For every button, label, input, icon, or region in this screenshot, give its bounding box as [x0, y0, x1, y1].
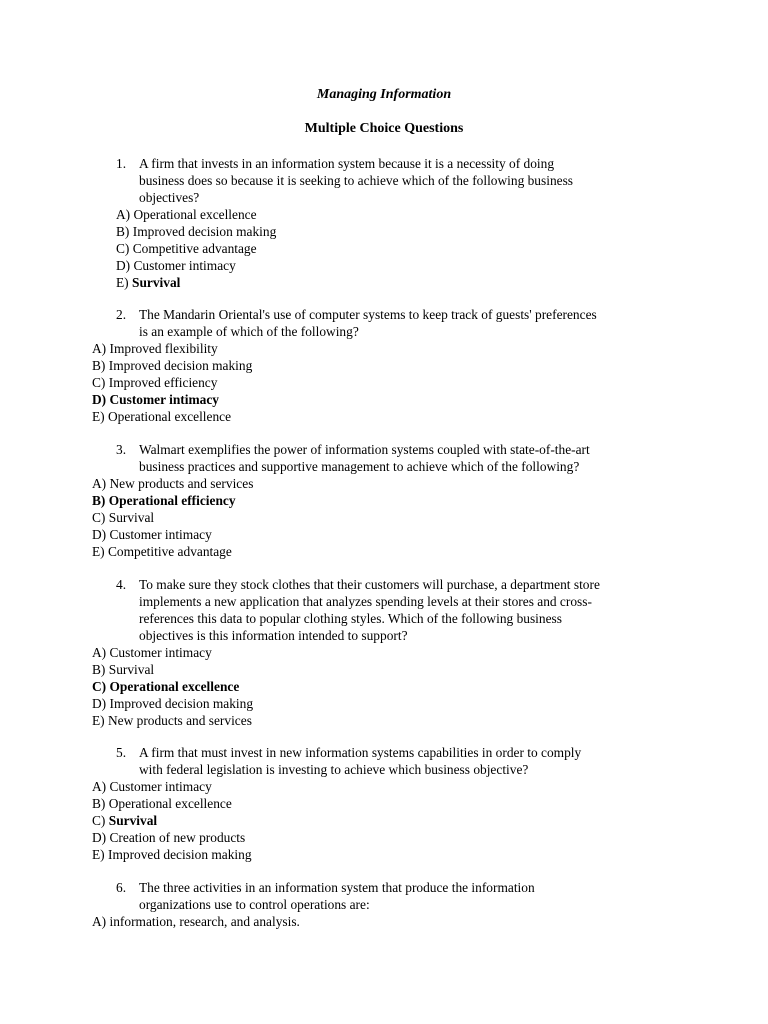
question-text: references this data to popular clothing styles. Which of the following business	[139, 611, 562, 626]
option-letter: A)	[92, 341, 107, 356]
answer-option	[92, 340, 218, 357]
answer-option	[92, 795, 232, 812]
option-text: Customer intimacy	[109, 527, 212, 542]
option-text: Customer intimacy	[133, 258, 236, 273]
question-text: business does so because it is seeking to achieve which of the following business	[139, 173, 573, 188]
option-text: Improved flexibility	[109, 341, 218, 356]
answer-option	[92, 846, 252, 863]
answer-option-correct	[92, 812, 157, 829]
question-number: 5.	[116, 745, 127, 760]
option-text: New products and services	[109, 476, 254, 491]
question-text: A firm that invests in an information system because it is a necessity of doing	[139, 156, 555, 171]
question-text: A firm that must invest in new information systems capabilities in order to comply	[139, 745, 582, 760]
option-text: Competitive advantage	[108, 544, 232, 559]
option-letter: E)	[92, 713, 105, 728]
question-text: To make sure they stock clothes that their customers will purchase, a department store	[139, 577, 600, 592]
option-letter: B)	[92, 358, 106, 373]
option-letter: E)	[92, 544, 105, 559]
option-text: Operational excellence	[108, 796, 232, 811]
option-letter: E)	[92, 847, 105, 862]
option-letter: A)	[116, 207, 131, 222]
answer-option	[92, 357, 252, 374]
answer-option	[92, 543, 232, 560]
answer-option	[116, 206, 257, 223]
option-text: Competitive advantage	[132, 241, 257, 256]
question-number: 4.	[116, 577, 127, 592]
option-text: Survival	[108, 662, 155, 677]
option-letter: B)	[92, 662, 106, 677]
document-subtitle: Multiple Choice Questions	[304, 121, 464, 136]
option-text: Improved decision making	[108, 847, 252, 862]
option-letter: C)	[92, 679, 107, 694]
question-text: with federal legislation is investing to achieve which business objective?	[139, 762, 529, 777]
option-letter: C)	[116, 241, 130, 256]
answer-option	[116, 223, 276, 240]
answer-option	[92, 695, 253, 712]
question-text: The three activities in an information system that produce the information	[139, 880, 535, 895]
option-text: Survival	[108, 510, 155, 525]
answer-option	[92, 712, 252, 729]
answer-option	[92, 829, 245, 846]
answer-option-correct	[92, 492, 236, 509]
question-number: 2.	[116, 307, 127, 322]
option-letter: E)	[92, 409, 105, 424]
question-text: The Mandarin Oriental's use of computer systems to keep track of guests' preferences	[139, 307, 597, 322]
option-text: New products and services	[108, 713, 252, 728]
option-text: Improved decision making	[108, 358, 253, 373]
answer-option	[92, 408, 231, 425]
option-text: Improved decision making	[109, 696, 254, 711]
question-text: is an example of which of the following?	[139, 324, 359, 339]
question-text: business practices and supportive management to achieve which of the following?	[139, 459, 580, 474]
option-text: Customer intimacy	[109, 645, 212, 660]
option-text: information, research, and analysis.	[109, 914, 300, 929]
option-letter: D)	[116, 258, 131, 273]
option-letter: D)	[92, 392, 107, 407]
option-letter: A)	[92, 914, 107, 929]
option-text: Improved decision making	[132, 224, 277, 239]
answer-option	[116, 257, 236, 274]
answer-option	[92, 509, 154, 526]
answer-option	[92, 913, 300, 930]
option-text: Customer intimacy	[109, 779, 212, 794]
option-letter: B)	[92, 796, 106, 811]
answer-option	[92, 644, 212, 661]
option-text: Survival	[108, 813, 158, 828]
answer-option	[92, 475, 253, 492]
answer-option	[116, 240, 257, 257]
question-number: 3.	[116, 442, 127, 457]
option-letter: D)	[92, 830, 107, 845]
option-text: Improved efficiency	[108, 375, 218, 390]
answer-option-correct	[92, 391, 219, 408]
option-letter: A)	[92, 645, 107, 660]
answer-option	[92, 526, 212, 543]
question-text: organizations use to control operations are:	[139, 897, 370, 912]
question-text: implements a new application that analyzes spending levels at their stores and cross-	[139, 594, 592, 609]
option-letter: A)	[92, 779, 107, 794]
option-letter: E)	[116, 275, 129, 290]
option-letter: B)	[116, 224, 130, 239]
option-letter: C)	[92, 813, 106, 828]
option-text: Operational excellence	[133, 207, 257, 222]
option-text: Operational excellence	[108, 409, 232, 424]
document-title: Managing Information	[316, 87, 452, 102]
answer-option-correct	[92, 678, 239, 695]
option-text: Creation of new products	[109, 830, 246, 845]
option-text: Customer intimacy	[109, 392, 219, 407]
question-text: objectives is this information intended to support?	[139, 628, 408, 643]
answer-option	[92, 778, 212, 795]
option-text: Survival	[132, 275, 181, 290]
answer-option-correct	[116, 274, 180, 291]
option-text: Operational excellence	[109, 679, 240, 694]
question-number: 6.	[116, 880, 127, 895]
option-letter: B)	[92, 493, 106, 508]
option-text: Operational efficiency	[108, 493, 236, 508]
option-letter: C)	[92, 375, 106, 390]
answer-option	[92, 661, 154, 678]
question-text: objectives?	[139, 190, 200, 205]
question-number: 1.	[116, 156, 127, 171]
option-letter: C)	[92, 510, 106, 525]
option-letter: D)	[92, 527, 107, 542]
option-letter: A)	[92, 476, 107, 491]
question-text: Walmart exemplifies the power of information systems coupled with state-of-the-art	[139, 442, 590, 457]
answer-option	[92, 374, 217, 391]
option-letter: D)	[92, 696, 107, 711]
